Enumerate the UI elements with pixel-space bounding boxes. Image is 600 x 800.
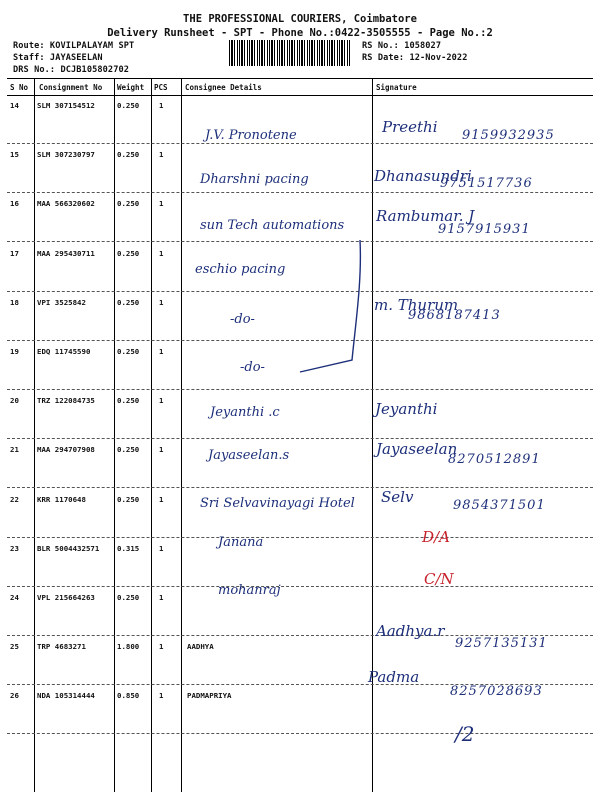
handwritten-signature: Aadhya.r [376,622,445,640]
row-sno: 22 [10,494,19,504]
row-weight: 0.250 [117,297,140,307]
row-weight: 0.250 [117,199,140,209]
row-sno: 21 [10,445,19,455]
row-weight: 0.250 [117,593,140,602]
row-pcs: 1 [159,494,164,504]
rs-number: RS No.: 1058027 [362,41,442,51]
row-pcs: 1 [159,248,164,258]
row-pcs: 1 [159,199,164,209]
row-consignment-no: BLR 5004432571 [37,543,100,553]
row-sno: 14 [10,101,19,110]
handwritten-signature: Rambumar. J [376,207,475,225]
row-printed-consignee: PADMAPRIYA [187,691,232,701]
row-pcs: 1 [159,101,164,110]
handwritten-consignee: Sri Selvavinayagi Hotel [200,496,355,511]
row-weight: 0.250 [117,101,140,110]
runsheet-subtitle: Delivery Runsheet - SPT - Phone No.:0422-3505555 - Page No.:2 [107,27,493,39]
row-pcs: 1 [159,297,164,307]
row-sno: 19 [10,347,19,356]
row-pcs: 1 [159,150,164,160]
handwritten-consignee: Dharshni pacing [200,172,309,187]
row-pcs: 1 [159,691,164,701]
row-weight: 0.250 [117,445,140,455]
row-sno: 17 [10,248,19,258]
handwritten-phone: 8257028693 [450,684,543,699]
col-header-weight: Weight [117,83,145,92]
row-consignment-no: MAA 295430711 [37,248,95,258]
handwritten-phone: 8270512891 [448,452,541,467]
row-consignment-no: VPL 215664263 [37,593,95,602]
row-sno: 24 [10,593,19,602]
col-header-pcs: PCS [154,83,168,92]
handwritten-consignee: Jeyanthi .c [210,405,280,420]
row-sno: 26 [10,691,19,701]
row-consignment-no: MAA 566320602 [37,199,95,209]
handwritten-consignee: J.V. Pronotene [205,128,297,143]
page-handwritten-note: /2 [455,722,475,746]
row-sno: 25 [10,642,19,652]
row-sno: 20 [10,396,19,406]
handwritten-phone: 9868187413 [408,308,501,323]
handwritten-consignee: Jayaseelan.s [208,448,290,463]
col-header-consignment: Consignment No [39,83,103,92]
row-consignment-no: NDA 105314444 [37,691,95,701]
row-weight: 0.315 [117,543,140,553]
row-sno: 16 [10,199,19,209]
row-printed-consignee: AADHYA [187,642,214,652]
row-weight: 0.250 [117,150,140,160]
handwritten-consignee: sun Tech automations [200,218,345,233]
handwritten-consignee: mohanraj [218,583,281,598]
row-consignment-no: VPI 3525842 [37,297,86,307]
col-header-sno: S No [10,83,29,92]
row-pcs: 1 [159,543,164,553]
handwritten-consignee: eschio pacing [195,262,286,277]
col-header-signature: Signature [376,83,417,92]
handwritten-signature: m. Thurum [374,296,459,314]
row-pcs: 1 [159,445,164,455]
row-consignment-no: TRP 4683271 [37,642,86,652]
runsheet-title: THE PROFESSIONAL COURIERS, Coimbatore [183,13,417,25]
handwritten-signature: D/A [422,528,450,546]
row-consignment-no: TRZ 122084735 [37,396,95,406]
row-pcs: 1 [159,347,164,356]
handwritten-phone: 9157915931 [438,222,531,237]
handwritten-phone: 9854371501 [453,498,546,513]
route-label: Route: KOVILPALAYAM SPT [13,41,135,51]
row-weight: 0.250 [117,396,140,406]
drs-label: DRS No.: DCJB105802702 [13,65,130,75]
row-consignment-no: SLM 307154512 [37,101,95,110]
row-weight: 0.250 [117,494,140,504]
handwritten-consignee: Janana [218,535,264,550]
handwritten-signature: Dhanasundri [374,167,472,185]
col-header-consignee: Consignee Details [185,83,262,92]
handwritten-consignee: -do- [240,360,265,375]
row-sno: 18 [10,297,19,307]
row-sno: 15 [10,150,19,160]
row-sno: 23 [10,543,19,553]
handwritten-phone: 9257135131 [455,636,548,651]
row-weight: 0.250 [117,347,140,356]
row-weight: 0.850 [117,691,140,701]
handwritten-signature: Padma [368,668,420,686]
handwritten-phone: 9159932935 [462,128,555,143]
row-pcs: 1 [159,396,164,406]
row-weight: 1.800 [117,642,140,652]
row-pcs: 1 [159,642,164,652]
row-consignment-no: MAA 294707908 [37,445,95,455]
row-consignment-no: SLM 307230797 [37,150,95,160]
row-consignment-no: EDQ 11745590 [37,347,91,356]
handwritten-signature: Jayaseelan [376,440,458,458]
handwritten-signature: Preethi [382,118,438,136]
handwritten-signature: C/N [424,570,454,588]
handwritten-signature: Jeyanthi [375,400,438,418]
row-weight: 0.250 [117,248,140,258]
row-consignment-no: KRR 1170648 [37,494,86,504]
staff-label: Staff: JAYASEELAN [13,53,103,63]
handwritten-signature: Selv [381,488,414,506]
row-pcs: 1 [159,593,164,602]
rs-date: RS Date: 12-Nov-2022 [362,53,468,63]
handwritten-consignee: -do- [230,312,255,327]
handwritten-phone: 9751517736 [440,176,533,191]
